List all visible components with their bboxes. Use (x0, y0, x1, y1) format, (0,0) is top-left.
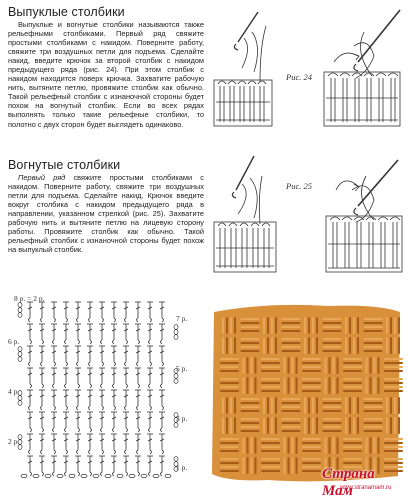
chart-row-label-right: 1 р. (176, 463, 188, 472)
chart-stitch-symbol (123, 368, 129, 388)
chart-stitch-symbol (27, 412, 33, 432)
chart-chain-loop (18, 313, 22, 318)
chart-row-label-right: 7 р. (176, 314, 188, 323)
chart-chain-loop (18, 352, 22, 357)
section1-paragraph: Выпуклые и вогнутые столбики называются также рельефными столбиками. Первый ряд свяжите простыми столбиками с накидом. Поверните работу, свяжите три воздушных петли для подъема. Сделайте накид, введите крючок за второй столбик с накидом предыдущего ряда (рис. 24). При этом столбик с накидом находится поверх крючка. Захватите рабочую нить, вытяните петлю, провяжите столбик как обычно. Такой рельефный столбик с изнаночной стороны будет похож на вогнутый столбик. Если во всех рядах выполнять только такие рельефные столбики, то полотно с двух сторон будет выглядеть одинаково. (8, 20, 204, 129)
chart-stitch-symbol (87, 412, 93, 432)
chart-stitch-symbol (51, 368, 57, 388)
chart-stitch-symbol (135, 456, 141, 476)
chart-stitch-symbol (147, 390, 153, 410)
chart-stitch-symbol (135, 434, 141, 454)
chart-foundation-chain (33, 474, 39, 477)
chart-stitch-symbol (159, 456, 165, 476)
chart-stitch-symbol (87, 434, 93, 454)
chart-stitch-symbol (111, 434, 117, 454)
chart-stitch-symbol (135, 302, 141, 322)
chart-chain-loop (18, 347, 22, 352)
chart-stitch-symbol (123, 302, 129, 322)
section2-text: свяжите простыми столбиками с накидом. Поверните работу, свяжите три воздушных петли для подъема. Сделайте накид. Крючок введите вокруг столбика с накидом предыдущего ряда в направлении, указанном стрелкой (рис. 25). Захватите рабочую нить и вытяните петлю на лицевую сторону работы. Провяжите столбик как обычно. Такой рельефный столбик с изнаночной стороны будет похож на выпуклый столбик. (8, 173, 204, 255)
chart-stitch-symbol (159, 368, 165, 388)
chart-stitch-symbol (75, 412, 81, 432)
chart-stitch-symbol (99, 456, 105, 476)
chart-stitch-symbol (111, 346, 117, 366)
chart-stitch-symbol (27, 302, 33, 322)
chart-repeat-note: 8 р. = 2 р. (14, 294, 45, 303)
chart-stitch-symbol (87, 302, 93, 322)
chart-stitch-symbol (51, 390, 57, 410)
chart-stitch-symbol (99, 302, 105, 322)
chart-stitch-symbol (63, 412, 69, 432)
chart-chain-loop (174, 457, 178, 462)
chart-stitch-symbol (159, 412, 165, 432)
chart-row-label-left: 4 р. (8, 387, 20, 396)
chart-chain-loop (174, 379, 178, 384)
chart-stitch-symbol (75, 324, 81, 344)
chart-stitch-symbol (63, 434, 69, 454)
chart-chain-loop (174, 374, 178, 379)
chart-foundation-chain (81, 474, 87, 477)
chart-chain-loop (18, 396, 22, 401)
chart-stitch-symbol (99, 324, 105, 344)
chart-stitch-symbol (87, 346, 93, 366)
chart-foundation-chain (45, 474, 51, 477)
chart-foundation-chain (21, 474, 27, 477)
chart-stitch-symbol (75, 302, 81, 322)
chart-stitch-symbol (135, 368, 141, 388)
chart-stitch-symbol (63, 346, 69, 366)
chart-stitch-symbol (75, 390, 81, 410)
chart-stitch-symbol (159, 324, 165, 344)
chart-stitch-symbol (111, 390, 117, 410)
section2-lead: Первый ряд (18, 173, 66, 182)
chart-foundation-chain (69, 474, 75, 477)
chart-stitch-symbol (75, 368, 81, 388)
chart-stitch-symbol (123, 324, 129, 344)
chart-stitch-symbol (147, 302, 153, 322)
chart-row-label-right: 5 р. (176, 364, 188, 373)
chart-row-label-right: 3 р. (176, 414, 188, 423)
chart-stitch-symbol (51, 302, 57, 322)
chart-stitch-symbol (147, 434, 153, 454)
chart-stitch-symbol (147, 324, 153, 344)
chart-stitch-symbol (27, 368, 33, 388)
chart-stitch-symbol (27, 390, 33, 410)
chart-stitch-symbol (39, 324, 45, 344)
chart-stitch-symbol (39, 412, 45, 432)
section1-body (8, 20, 204, 129)
chart-foundation-chain (105, 474, 111, 477)
chart-chain-loop (174, 330, 178, 335)
chart-foundation-chain (93, 474, 99, 477)
chart-stitch-symbol (39, 456, 45, 476)
figure-24-illustration (208, 2, 408, 140)
section2-title: Вогнутые столбики (8, 158, 121, 172)
chart-stitch-symbol (39, 302, 45, 322)
chart-stitch-symbol (159, 390, 165, 410)
chart-stitch-symbol (27, 346, 33, 366)
chart-chain-loop (18, 357, 22, 362)
chart-stitch-symbol (123, 456, 129, 476)
figure-25-illustration (208, 150, 408, 290)
chart-stitch-symbol (123, 412, 129, 432)
chart-foundation-chain (165, 474, 171, 477)
chart-stitch-symbol (87, 456, 93, 476)
chart-stitch-symbol (123, 390, 129, 410)
chart-stitch-symbol (111, 324, 117, 344)
chart-stitch-symbol (99, 434, 105, 454)
chart-stitch-symbol (51, 456, 57, 476)
chart-foundation-chain (141, 474, 147, 477)
chart-stitch-symbol (87, 324, 93, 344)
chart-chain-loop (174, 423, 178, 428)
chart-stitch-symbol (39, 434, 45, 454)
chart-stitch-symbol (111, 456, 117, 476)
chart-stitch-symbol (159, 346, 165, 366)
chart-stitch-symbol (51, 434, 57, 454)
section2-paragraph (8, 173, 204, 254)
chart-stitch-symbol (135, 412, 141, 432)
chart-stitch-symbol (99, 390, 105, 410)
chart-stitch-symbol (63, 456, 69, 476)
section2-body (8, 173, 204, 254)
chart-stitch-symbol (135, 390, 141, 410)
chart-chain-loop (174, 335, 178, 340)
chart-stitch-symbol (87, 390, 93, 410)
chart-stitch-symbol (51, 324, 57, 344)
chart-chain-loop (174, 325, 178, 330)
chart-stitch-symbol (147, 456, 153, 476)
chart-stitch-symbol (99, 346, 105, 366)
chart-stitch-symbol (63, 390, 69, 410)
chart-stitch-symbol (63, 324, 69, 344)
chart-stitch-symbol (87, 368, 93, 388)
chart-stitch-symbol (123, 434, 129, 454)
chart-stitch-symbol (147, 368, 153, 388)
figure-24-caption: Рис. 24 (286, 72, 312, 82)
chart-foundation-chain (153, 474, 159, 477)
chart-stitch-symbol (75, 346, 81, 366)
chart-stitch-symbol (75, 456, 81, 476)
chart-foundation-chain (129, 474, 135, 477)
chart-stitch-symbol (135, 324, 141, 344)
chart-row-label-left: 2 р. (8, 437, 20, 446)
chart-stitch-symbol (39, 346, 45, 366)
chart-stitch-symbol (111, 412, 117, 432)
chart-foundation-chain (117, 474, 123, 477)
chart-stitch-symbol (147, 346, 153, 366)
chart-stitch-symbol (111, 302, 117, 322)
crochet-swatch-photo (208, 298, 404, 484)
chart-stitch-symbol (99, 368, 105, 388)
chart-stitch-symbol (159, 302, 165, 322)
chart-stitch-symbol (99, 412, 105, 432)
chart-stitch-symbol (111, 368, 117, 388)
chart-stitch-symbol (123, 346, 129, 366)
chart-stitch-symbol (75, 434, 81, 454)
chart-stitch-symbol (63, 302, 69, 322)
chart-chain-loop (18, 303, 22, 308)
crochet-chart (8, 300, 198, 480)
section1-title: Выпуклые столбики (8, 5, 125, 19)
chart-stitch-symbol (27, 434, 33, 454)
chart-stitch-symbol (51, 346, 57, 366)
chart-row-label-left: 6 р. (8, 337, 20, 346)
chart-stitch-symbol (39, 368, 45, 388)
watermark-url: www.stranamam.ru (340, 485, 392, 491)
chart-stitch-symbol (51, 412, 57, 432)
chart-stitch-symbol (135, 346, 141, 366)
chart-stitch-symbol (159, 434, 165, 454)
chart-stitch-symbol (27, 456, 33, 476)
chart-stitch-symbol (63, 368, 69, 388)
chart-stitch-symbol (147, 412, 153, 432)
chart-chain-loop (18, 308, 22, 313)
chart-foundation-chain (57, 474, 63, 477)
watermark-logo: Страна Мам (322, 466, 375, 499)
chart-chain-loop (18, 401, 22, 406)
chart-stitch-symbol (27, 324, 33, 344)
chart-stitch-symbol (39, 390, 45, 410)
figure-25-caption: Рис. 25 (286, 181, 312, 191)
